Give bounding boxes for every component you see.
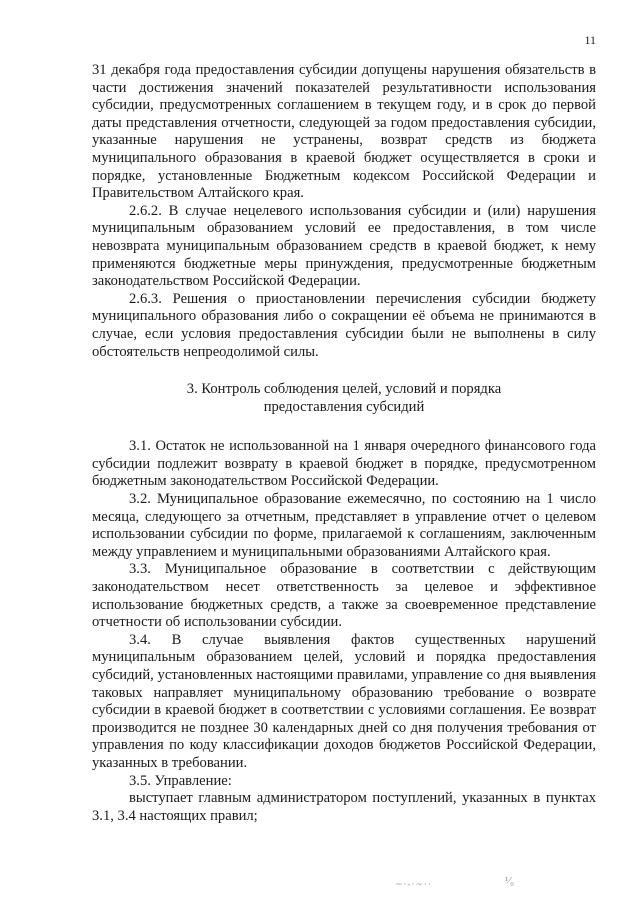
paragraph-2-6-2: 2.6.2. В случае нецелевого использования субсидии и (или) нарушения муниципальным образованием условий ее предоставления, в том числе невозврата муниципальным образованием средств в краевой бюджет, к нему применяются бюджетные меры принуждения, предусмотренные бюджетным законодательством Российской Федерации.	[92, 202, 596, 290]
section-heading: 3. Контроль соблюдения целей, условий и порядка предоставления субсидий	[186, 381, 502, 415]
paragraph-continuation: 31 декабря года предоставления субсидии допущены нарушения обязательств в части достижения значений показателей результативности использования субсидии, предусмотренных соглашением в текущем году, и в срок до первой даты представления отчетности, следующей за годом предоставления субсидии, указанные нарушения не устранены, возврат средств из бюджета муниципального образования в краевой бюджет осуществляется в сроки и порядке, установленные Бюджетным кодексом Российской Федерации и Правительством Алтайского края.	[92, 62, 596, 202]
scan-artifact-mark-2: ¹⁄₀	[505, 875, 514, 887]
paragraph-3-5: 3.5. Управление:	[129, 772, 232, 789]
paragraph-3-2: 3.2. Муниципальное образование ежемесячно, по состоянию на 1 число месяца, следующего за отчетным, представляет в управление отчет о целевом использовании субсидии по форме, прилагаемой к соглашениям, заключенным между управлением и муниципальными образованиями Алтайского края.	[92, 491, 596, 560]
page-number: 11	[584, 33, 596, 47]
paragraph-3-1: 3.1. Остаток не использованной на 1 января очередного финансового года субсидии подлежит возврату в краевой бюджет в порядке, предусмотренном бюджетным законодательством Российской Федерации.	[92, 438, 596, 490]
body-text	[92, 62, 596, 825]
scan-artifact-mark: ~·-·~··	[395, 880, 432, 890]
paragraph-3-4: 3.4. В случае выявления фактов существенных нарушений муниципальным образованием целей, условий и порядка предоставления субсидий, установленных настоящими правилами, управление со дня выявления таковых направляет муниципальному образованию требование о возврате субсидии в краевой бюджет в соответствии с условиями соглашения. Ее возврат производится не позднее 30 календарных дней со дня получения требования от управления по коду классификации доходов бюджетов Российской Федерации, указанных в требовании.	[92, 631, 596, 771]
paragraph-2-6-3: 2.6.3. Решения о приостановлении перечисления субсидии бюджету муниципального образования либо о сокращении её объема не принимаются в случае, если условия предоставления субсидии были не выполнены в силу обстоятельств непреодолимой силы.	[92, 290, 596, 360]
paragraph-3-3: 3.3. Муниципальное образование в соответствии с действующим законодательством несет ответственность за целевое и эффективное использование бюджетных средств, а также за своевременное представление отчетности об использовании субсидии.	[92, 561, 596, 631]
paragraph-3-5-item: выступает главным администратором поступлений, указанных в пунктах 3.1, 3.4 настоящих правил;	[92, 790, 596, 824]
